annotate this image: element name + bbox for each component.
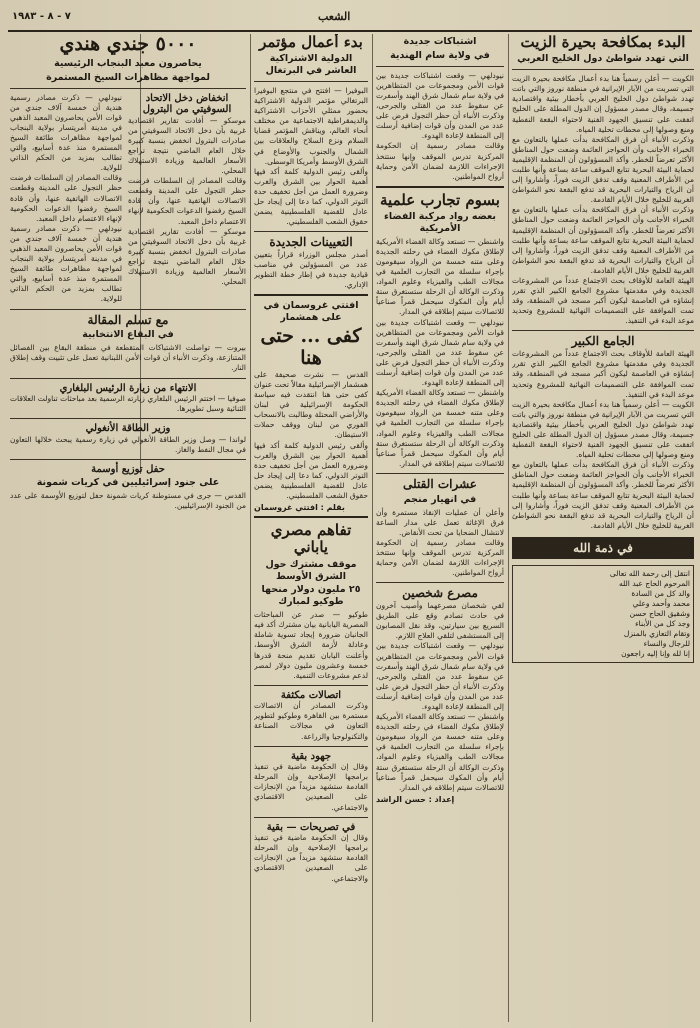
article-subhead: بعضه رواد مركبة الفضاء الأمريكية	[384, 211, 496, 234]
article-body: نيودلهي — ذكرت مصادر رسمية هندية أن خمسة آلاف جندي من قوات الأمن يحاصرون المعبد الذهبي في مدينة أمريتسار بولاية البنجاب لمواجهة مظاهرات طائفة السيخ المستمرة منذ عدة أسابيع، والتي تطالب بمزيد من الحكم الذاتي للولاية.	[10, 92, 122, 173]
article-body: واشنطن — تستعد وكالة الفضاء الأمريكية لإطلاق مكوك الفضاء في رحلته الجديدة وعلى متنه خمسة من الرواد سيقومون بإجراء سلسلة من التجارب العلمية في مجالات الطب والفيزياء وعلوم المواد، وذكرت الوكالة أن الرحلة ستستغرق ستة أيام وأن المكوك سيحمل قمراً صناعياً للاتصالات سيتم إطلاقه في المدار.	[376, 712, 504, 792]
article-headline: بسوم تجارب علمية	[380, 190, 500, 209]
section-headline: وزير الطاقة الأنغولي	[85, 423, 171, 435]
article-headline: تفاهم مصري ياباني	[270, 521, 352, 557]
divider	[512, 330, 694, 331]
divider	[254, 685, 368, 686]
obituary-banner: في ذمة الله	[512, 537, 694, 559]
column-rule	[508, 34, 509, 1022]
left-subcol-a	[128, 93, 246, 305]
divider	[376, 186, 504, 188]
article-subhead: التي تهدد شواطئ دول الخليج العربي	[517, 53, 689, 65]
obituary-line: وشقيق الحاج حسن	[629, 608, 690, 618]
article-body: وقال إن الحكومة ماضية في تنفيذ برامجها الإصلاحية وإن المرحلة القادمة ستشهد مزيداً من الإنجازات على الصعيدين الاقتصادي والاجتماعي.	[254, 762, 368, 812]
kicker-sub: في ولاية سام الهندية	[390, 49, 490, 61]
article-headline: البدء بمكافحة بحيرة الزيت	[520, 34, 686, 51]
article-body: وأعلن أن عمليات الإنقاذ مستمرة وأن فرق الإغاثة تعمل على مدار الساعة لانتشال الضحايا من تحت الأنقاض.	[376, 507, 504, 537]
kicker: اشتباكات جديدة	[403, 36, 477, 47]
section-headline: الجامع الكبير	[571, 334, 635, 349]
byline: إعداد : حسن الراشد	[376, 794, 455, 804]
article-body: صوفيا — اختتم الرئيس البلغاري زيارته الرسمية بعد مباحثات تناولت العلاقات الثنائية وسبل تطويرها.	[10, 394, 246, 414]
article-body: وقالت مصادر رسمية إن الحكومة المركزية تدرس الموقف وإنها ستتخذ الإجراءات اللازمة لضمان الأمن وحماية أرواح المواطنين.	[376, 141, 504, 181]
article-body: نيودلهي — وقعت اشتباكات جديدة بين قوات الأمن ومجموعات من المتظاهرين في ولاية سام شمال شرق الهند وأسفرت عن سقوط عدد من القتلى والجرحى، وذكرت الأنباء أن حظر التجول فرض على عدد من المدن وأن قوات إضافية أرسلت إلى المنطقة لإعادة الهدوء.	[376, 641, 504, 711]
section-headline: مع تسلم المقالة	[87, 312, 169, 327]
article-subhead: لمواجهة مظاهرات السيخ المستمرة	[46, 71, 210, 83]
column-right	[512, 34, 694, 1024]
section-headline: مصرع شخصين	[402, 586, 478, 601]
article-body: نيودلهي — ذكرت مصادر رسمية هندية أن خمسة آلاف جندي من قوات الأمن يحاصرون المعبد الذهبي في مدينة أمريتسار بولاية البنجاب لمواجهة مظاهرات طائفة السيخ المستمرة منذ عدة أسابيع، والتي تطالب بمزيد من الحكم الذاتي للولاية.	[10, 223, 122, 304]
article-body: موسكو — أفادت تقارير اقتصادية غربية بأن دخل الاتحاد السوفيتي من صادرات البترول انخفض بنسبة كبيرة خلال العام الماضي نتيجة تراجع الأسعار العالمية وزيادة الاستهلاك المحلي.	[128, 226, 246, 287]
article-lead: الكويت — أعلن رسمياً هنا بدء أعمال مكافحة بحيرة الزيت التي تسربت من الآبار الإيرانية في منطقة نوروز والتي باتت تهدد شواطئ دول الخليج العربي بأخطار بيئية واقتصادية جسيمة، وقال مصدر مسؤول إن الدول المطلة على الخليج اتفقت على تنسيق الجهود الفنية لاحتواء البقعة النفطية ومنع وصولها إلى محطات تحلية المياه.	[512, 74, 694, 134]
column-second	[376, 34, 504, 1024]
obituary-box	[512, 565, 694, 663]
article-body: وقال إن الحكومة ماضية في تنفيذ برامجها الإصلاحية وإن المرحلة القادمة ستشهد مزيداً من الإنجازات على الصعيدين الاقتصادي والاجتماعي.	[254, 833, 368, 883]
divider	[254, 81, 368, 82]
section-subhead: في البقاع الانتخابية	[82, 329, 174, 341]
article-body: البوفيرا — افتتح في منتجع البوفيرا البرتغالي مؤتمر الدولية الاشتراكية بحضور ممثلي الأحزاب الاشتراكية والديمقراطية الاجتماعية من مختلف أنحاء العالم، ويناقش المؤتمر قضايا السلام ونزع السلاح والعلاقات بين الشمال والجنوب والأوضاع في الشرق الأوسط وأمريكا الوسطى.	[254, 86, 368, 166]
article-body: وقالت المصادر إن السلطات فرضت حظر التجول على المدينة وقطعت الاتصالات الهاتفية عنها، وأن قادة السيخ رفضوا الدعوات الحكومية لإنهاء الاعتصام داخل المعبد.	[128, 176, 246, 226]
obituary-line: انتقل إلى رحمة الله تعالى	[609, 568, 690, 578]
section-headline: اتصالات مكثفة	[280, 689, 342, 701]
obituary-line: إنا لله وإنا إليه راجعون	[621, 648, 690, 658]
obituary-line: محمد وأحمد وعلي	[632, 598, 690, 608]
article-body: وذكرت المصادر أن الاتصالات مستمرة بين القاهرة وطوكيو لتطوير التعاون في مجالات الصناعة والتكنولوجيا والزراعة.	[254, 701, 368, 741]
obituary-line: للرجال والنساء	[643, 638, 690, 648]
column-third	[254, 34, 368, 1024]
masthead	[8, 8, 692, 32]
section-headline: عشرات القتلى	[403, 476, 477, 491]
article-subhead: ٢٥ مليون دولار منحها طوكيو لمبارك	[261, 584, 361, 608]
article-body: طوكيو — صدر عن المباحثات المصرية اليابانية بيان مشترك أكد فيه الجانبان ضرورة إيجاد تسوية شاملة وعادلة لأزمة الشرق الأوسط، وأعلنت اليابان تقديم منحة قدرها خمسة وعشرون مليون دولار لمصر لدعم مشروعات التنمية.	[254, 610, 368, 680]
article-body: موسكو — أفادت تقارير اقتصادية غربية بأن دخل الاتحاد السوفيتي من صادرات البترول انخفض بنسبة كبيرة خلال العام الماضي نتيجة تراجع الأسعار العالمية وزيادة الاستهلاك المحلي.	[128, 115, 246, 176]
article-body: وذكرت الأنباء أن فرق المكافحة بدأت عملها بالتعاون مع الخبراء الأجانب وأن الحواجز العائمة وضعت حول المناطق الأكثر تعرضاً للخطر. وأكد المسؤولون أن المنظمة الإقليمية لحماية البيئة البحرية تتابع الموقف ساعة بساعة وأنها طلبت من الأطراف المعنية وقف تدفق الزيت فوراً، وأشاروا إلى أن الرياح والتيارات البحرية قد تدفع البقعة نحو الشواطئ الغربية للخليج خلال الأيام القادمة.	[512, 460, 694, 530]
paper-name: الشعب	[318, 10, 351, 23]
section-subhead: على جنود إسرائيليين في كريات شمونة	[36, 477, 220, 489]
obituary-line: المرحوم الحاج عبد الله	[618, 578, 690, 588]
left-split	[10, 93, 246, 305]
article-body: لواندا — وصل وزير الطاقة الأنغولي في زيارة رسمية يبحث خلالها التعاون في مجال النفط والغاز.	[10, 434, 246, 454]
article-body: واشنطن — تستعد وكالة الفضاء الأمريكية لإطلاق مكوك الفضاء في رحلته الجديدة وعلى متنه خمسة من الرواد سيقومون بإجراء سلسلة من التجارب العلمية في مجالات الطب والفيزياء وعلوم المواد، وذكرت الوكالة أن الرحلة ستستغرق ستة أيام وأن المكوك سيحمل قمراً صناعياً للاتصالات سيتم إطلاقه في المدار.	[376, 388, 504, 468]
article-body: واشنطن — تستعد وكالة الفضاء الأمريكية لإطلاق مكوك الفضاء في رحلته الجديدة وعلى متنه خمسة من الرواد سيقومون بإجراء سلسلة من التجارب العلمية في مجالات الطب والفيزياء وعلوم المواد، وذكرت الوكالة أن الرحلة ستستغرق ستة أيام وأن المكوك سيحمل قمراً صناعياً للاتصالات سيتم إطلاقه في المدار.	[376, 236, 504, 317]
issue-date: ٧ - ٨ - ١٩٨٣	[12, 11, 71, 22]
article-body: نيودلهي — وقعت اشتباكات جديدة بين قوات الأمن ومجموعات من المتظاهرين في ولاية سام شمال شرق الهند وأسفرت عن سقوط عدد من القتلى والجرحى، وذكرت الأنباء أن حظر التجول فرض على عدد من المدن وأن قوات إضافية أرسلت إلى المنطقة لإعادة الهدوء.	[376, 317, 504, 388]
column-rule	[250, 34, 251, 1022]
section-headline: التعيينات الجديدة	[269, 235, 353, 250]
divider	[254, 817, 368, 818]
divider	[512, 69, 694, 70]
divider	[254, 516, 368, 518]
left-subcol-b	[10, 93, 122, 305]
divider	[10, 378, 246, 379]
divider	[10, 88, 246, 89]
article-body: الكويت — أعلن رسمياً هنا بدء أعمال مكافحة بحيرة الزيت التي تسربت من الآبار الإيرانية في منطقة نوروز والتي باتت تهدد شواطئ دول الخليج العربي بأخطار بيئية واقتصادية جسيمة، وقال مصدر مسؤول إن الدول المطلة على الخليج اتفقت على تنسيق الجهود الفنية لاحتواء البقعة النفطية ومنع وصولها إلى محطات تحلية المياه.	[512, 399, 694, 460]
article-body: وذكرت الأنباء أن فرق المكافحة بدأت عملها بالتعاون مع الخبراء الأجانب وأن الحواجز العائمة وضعت حول المناطق الأكثر تعرضاً للخطر. وأكد المسؤولون أن المنظمة الإقليمية لحماية البيئة البحرية تتابع الموقف ساعة بساعة وأنها طلبت من الأطراف المعنية وقف تدفق الزيت فوراً، وأشاروا إلى أن الرياح والتيارات البحرية قد تدفع البقعة نحو الشواطئ الغربية للخليج خلال الأيام القادمة.	[512, 205, 694, 275]
section-headline: الانتهاء من زيارة الرئيس البلغاري	[59, 382, 197, 394]
article-body: وقالت مصادر رسمية إن الحكومة المركزية تدرس الموقف وإنها ستتخذ الإجراءات اللازمة لضمان الأمن وحماية أرواح المواطنين.	[376, 537, 504, 578]
article-headline: بدء أعمال مؤتمر	[259, 34, 363, 51]
article-subhead: يحاصرون معبد البنجاب الرئيسية	[54, 57, 202, 69]
section-subhead: في انهيار منجم	[403, 493, 477, 505]
section-headline: في تصريحات — بقية	[266, 821, 356, 833]
article-body: القدس — نشرت صحيفة على همشمار الإسرائيلية مقالاً تحت عنوان كفى حتى هنا انتقدت فيه سياسة الحكومة الإسرائيلية في لبنان والأراضي المحتلة وطالبت بالانسحاب الفوري من لبنان ووقف حملات الاستيطان.	[254, 369, 368, 440]
byline: بقلم : افتتي غروسمان	[254, 503, 345, 513]
box-kicker: افتتي غروسمان في على همشمار	[263, 300, 359, 324]
column-left	[10, 34, 246, 1024]
box-headline: كفى ... حتى هنا	[260, 325, 362, 370]
article-body: نيودلهي — وقعت اشتباكات جديدة بين قوات الأمن ومجموعات من المتظاهرين في ولاية سام شمال شرق الهند وأسفرت عن سقوط عدد من القتلى والجرحى، وذكرت الأنباء أن حظر التجول فرض على عدد من المدن وأن قوات إضافية أرسلت إلى المنطقة لإعادة الهدوء.	[376, 70, 504, 141]
article-subhead: موقف مشترك حول الشرق الأوسط	[265, 558, 357, 582]
article-body: وقالت المصادر إن السلطات فرضت حظر التجول على المدينة وقطعت الاتصالات الهاتفية عنها، وأن قادة السيخ رفضوا الدعوات الحكومية لإنهاء الاعتصام داخل المعبد.	[10, 173, 122, 223]
column-rule	[372, 34, 373, 1022]
obituary-line: وتقام التعازي بالمنزل	[623, 628, 690, 638]
obituary-line: والد كل من السادة	[631, 588, 690, 598]
article-body: بيروت — تواصلت الاشتباكات المتقطعة في منطقة البقاع بين الفصائل المتنازعة، وذكرت الأنباء أن قوات الأمن اللبنانية تعمل على تثبيت وقف إطلاق النار.	[10, 343, 246, 373]
divider	[376, 582, 504, 583]
divider	[254, 746, 368, 747]
article-body: القدس — جرى في مستوطنة كريات شمونة حفل لتوزيع الأوسمة على عدد من الجنود الإسرائيليين.	[10, 491, 246, 511]
article-body: الهيئة العامة للأوقاف بحث الاجتماع عدداً من المشروعات الجديدة وفي مقدمتها مشروع الجامع الكبير الذي تقرر إنشاؤه في العاصمة ليكون أكبر مسجد في المنطقة، وقد تمت الموافقة على التصميمات النهائية للمشروع وتحديد موعد البدء في التنفيذ.	[512, 276, 694, 326]
article-body: وألقى رئيس الدولية كلمة أكد فيها أهمية الحوار بين الشرق والغرب وضرورة العمل من أجل تخفيف حدة التوتر الدولي، كما دعا إلى إيجاد حل عادل للقضية الفلسطينية يضمن حقوق الشعب الفلسطيني.	[254, 166, 368, 227]
divider	[10, 309, 246, 310]
section-headline: انخفاض دخل الاتحاد السوفيتي من البترول	[142, 92, 232, 116]
article-body: الهيئة العامة للأوقاف بحث الاجتماع عدداً من المشروعات الجديدة وفي مقدمتها مشروع الجامع الكبير الذي تقرر إنشاؤه في العاصمة ليكون أكبر مسجد في المنطقة، وقد تمت الموافقة على التصميمات النهائية للمشروع وتحديد موعد البدء في التنفيذ.	[512, 349, 694, 399]
divider	[254, 231, 368, 232]
divider	[10, 418, 246, 419]
article-body: وذكرت الأنباء أن فرق المكافحة بدأت عملها بالتعاون مع الخبراء الأجانب وأن الحواجز العائمة وضعت حول المناطق الأكثر تعرضاً للخطر. وأكد المسؤولون أن المنظمة الإقليمية لحماية البيئة البحرية تتابع الموقف ساعة بساعة وأنها طلبت من الأطراف المعنية وقف تدفق الزيت فوراً، وأشاروا إلى أن الرياح والتيارات البحرية قد تدفع البقعة نحو الشواطئ الغربية للخليج خلال الأيام القادمة.	[512, 134, 694, 205]
article-headline: ٥٠٠٠ جندي هندي	[59, 34, 197, 55]
divider	[10, 459, 246, 460]
article-body: أصدر مجلس الوزراء قراراً بتعيين عدد من المسؤولين في مناصب قيادية جديدة في إطار خطة التطوير الإداري.	[254, 250, 368, 290]
article-subhead: الدولية الاشتراكية العاشر في البرتغال	[265, 53, 357, 77]
article-body: وألقى رئيس الدولية كلمة أكد فيها أهمية الحوار بين الشرق والغرب وضرورة العمل من أجل تخفيف حدة التوتر الدولي، كما دعا إلى إيجاد حل عادل للقضية الفلسطينية يضمن حقوق الشعب الفلسطيني.	[254, 440, 368, 501]
section-headline: جهود بقية	[290, 750, 332, 762]
divider	[254, 294, 368, 296]
divider	[376, 473, 504, 474]
divider	[376, 66, 504, 67]
obituary-line: وجد كل من الأبناء	[635, 618, 690, 628]
article-body: لقي شخصان مصرعهما وأصيب آخرون في حادث تصادم وقع على الطريق السريع بين سيارتين، وقد نقل المصابون إلى المستشفى لتلقي العلاج اللازم.	[376, 601, 504, 641]
section-headline: حفل توزيع أوسمة	[91, 463, 165, 475]
